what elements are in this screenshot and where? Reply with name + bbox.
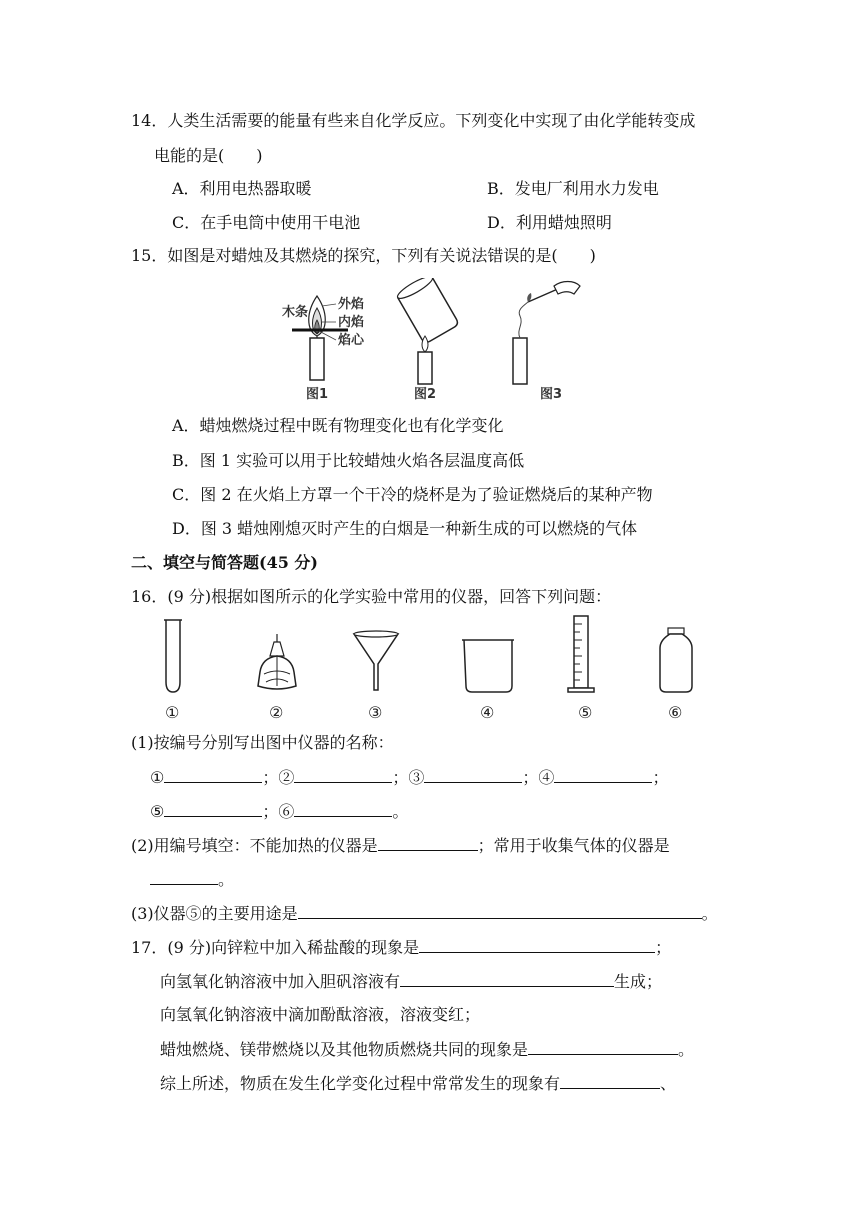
q16-number: 16． xyxy=(131,587,168,606)
period: 。 xyxy=(392,802,409,821)
q17-number: 17． xyxy=(131,938,168,957)
instrument-label-5: ⑤ xyxy=(578,703,593,722)
answer-blank-5[interactable] xyxy=(164,800,262,817)
separator: ； xyxy=(522,768,539,787)
comma: 、 xyxy=(660,1074,677,1093)
instrument-beaker xyxy=(462,640,514,692)
label-stick: 木条 xyxy=(282,305,309,320)
q17-line5 xyxy=(160,1072,676,1095)
q14-number: 14． xyxy=(131,111,168,130)
q17-line2-text-a: 向氢氧化钠溶液中加入胆矾溶液有 xyxy=(160,972,401,991)
q15-stem xyxy=(131,245,596,267)
q16-stem xyxy=(131,586,611,608)
blank-label-4: ④ xyxy=(538,768,555,787)
instrument-label-6: ⑥ xyxy=(668,703,683,722)
q17-line5-text: 综上所述，物质在发生化学变化过程中常常发生的现象有 xyxy=(160,1074,561,1093)
period: 。 xyxy=(678,1040,695,1059)
q14-option-c: C．在手电筒中使用干电池 xyxy=(172,213,361,232)
q17-line1-text: (9 分)向锌粒中加入稀盐酸的现象是 xyxy=(167,938,420,957)
instrument-label-2: ② xyxy=(269,703,284,722)
q14-stem-line2: 电能的是( ) xyxy=(154,146,263,165)
blank-label-1: ① xyxy=(150,768,165,787)
blank-label-6: ⑥ xyxy=(278,802,295,821)
instrument-graduated-cylinder xyxy=(568,616,594,692)
q15-number: 15． xyxy=(131,246,168,265)
q16-instruments-figure xyxy=(140,612,720,724)
instrument-gas-bottle xyxy=(660,628,692,692)
q14-option-a: A．利用电热器取暖 xyxy=(172,179,312,198)
q15-option-c: C．图 2 在火焰上方罩一个干冷的烧杯是为了验证燃烧后的某种产物 xyxy=(172,485,653,504)
fig1-caption: 图1 xyxy=(306,387,329,402)
q15-stem-text: 如图是对蜡烛及其燃烧的探究，下列有关说法错误的是( ) xyxy=(167,246,596,265)
q15-candle-figure xyxy=(270,278,600,408)
answer-blank-combustion[interactable] xyxy=(528,1038,678,1055)
answer-blank-zinc-acid[interactable] xyxy=(419,936,655,953)
separator: ； xyxy=(262,768,279,787)
q16-part2-text-b: ；常用于收集气体的仪器是 xyxy=(477,836,670,855)
separator: ； xyxy=(262,802,279,821)
q14-stem-line1 xyxy=(131,110,695,132)
period: 。 xyxy=(701,904,718,923)
fig2-caption: 图2 xyxy=(414,387,437,402)
fig2-beaker-over-candle xyxy=(395,278,459,384)
separator: ； xyxy=(392,768,409,787)
answer-blank-1[interactable] xyxy=(164,766,262,783)
q17-line2 xyxy=(160,970,662,993)
instrument-funnel xyxy=(354,631,398,690)
label-outer-flame: 外焰 xyxy=(338,297,365,312)
semicolon: ； xyxy=(655,938,672,957)
label-inner-flame: 内焰 xyxy=(338,315,365,330)
q16-part2 xyxy=(131,834,670,857)
instrument-label-4: ④ xyxy=(480,703,495,722)
q15-option-d: D．图 3 蜡烛刚熄灭时产生的白烟是一种新生成的可以燃烧的气体 xyxy=(172,519,638,538)
q16-part3-text: (3)仪器⑤的主要用途是 xyxy=(131,904,298,923)
q16-part1: (1)按编号分别写出图中仪器的名称： xyxy=(131,733,394,752)
answer-blank-not-heatable[interactable] xyxy=(378,834,478,851)
q16-part3 xyxy=(131,902,718,925)
answer-blank-3[interactable] xyxy=(424,766,522,783)
blank-label-5: ⑤ xyxy=(150,802,165,821)
answer-blank-cylinder-use[interactable] xyxy=(298,902,702,919)
fig3-lighting-smoke xyxy=(513,282,580,385)
q17-line4-text: 蜡烛燃烧、镁带燃烧以及其他物质燃烧共同的现象是 xyxy=(160,1040,529,1059)
instrument-label-1: ① xyxy=(165,703,180,722)
q14-option-b: B．发电厂利用水力发电 xyxy=(487,179,659,198)
instrument-label-3: ③ xyxy=(368,703,383,722)
fig3-caption: 图3 xyxy=(540,387,563,402)
q17-line2-text-b: 生成； xyxy=(614,972,663,991)
instrument-alcohol-lamp xyxy=(258,634,296,689)
q15-option-b: B．图 1 实验可以用于比较蜡烛火焰各层温度高低 xyxy=(172,451,525,470)
q16-part2-line2 xyxy=(150,868,234,891)
blank-label-3: ③ xyxy=(408,768,425,787)
q17-line3: 向氢氧化钠溶液中滴加酚酞溶液，溶液变红； xyxy=(160,1005,481,1024)
answer-blank-precipitate[interactable] xyxy=(400,970,614,987)
answer-blank-2[interactable] xyxy=(294,766,392,783)
q17-line4 xyxy=(160,1038,694,1061)
q16-stem-text: (9 分)根据如图所示的化学实验中常用的仪器，回答下列问题： xyxy=(167,587,612,606)
answer-blank-gas-collection[interactable] xyxy=(150,868,218,885)
instrument-test-tube xyxy=(164,620,182,692)
q16-part1-blanks-row1 xyxy=(150,766,668,789)
section-2-title: 二、填空与简答题(45 分) xyxy=(131,553,318,572)
q17-line1 xyxy=(131,936,671,959)
period: 。 xyxy=(218,870,235,889)
q15-option-a: A．蜡烛燃烧过程中既有物理变化也有化学变化 xyxy=(172,416,504,435)
q16-part1-blanks-row2 xyxy=(150,800,408,823)
separator: ； xyxy=(652,768,669,787)
blank-label-2: ② xyxy=(278,768,295,787)
label-flame-core: 焰心 xyxy=(338,333,365,348)
answer-blank-4[interactable] xyxy=(554,766,652,783)
q14-option-d: D．利用蜡烛照明 xyxy=(487,213,612,232)
answer-blank-6[interactable] xyxy=(294,800,392,817)
q16-part2-text-a: (2)用编号填空：不能加热的仪器是 xyxy=(131,836,378,855)
answer-blank-phenomena[interactable] xyxy=(560,1072,660,1089)
q14-stem-text: 人类生活需要的能量有些来自化学反应。下列变化中实现了由化学能转变成 xyxy=(167,111,696,130)
